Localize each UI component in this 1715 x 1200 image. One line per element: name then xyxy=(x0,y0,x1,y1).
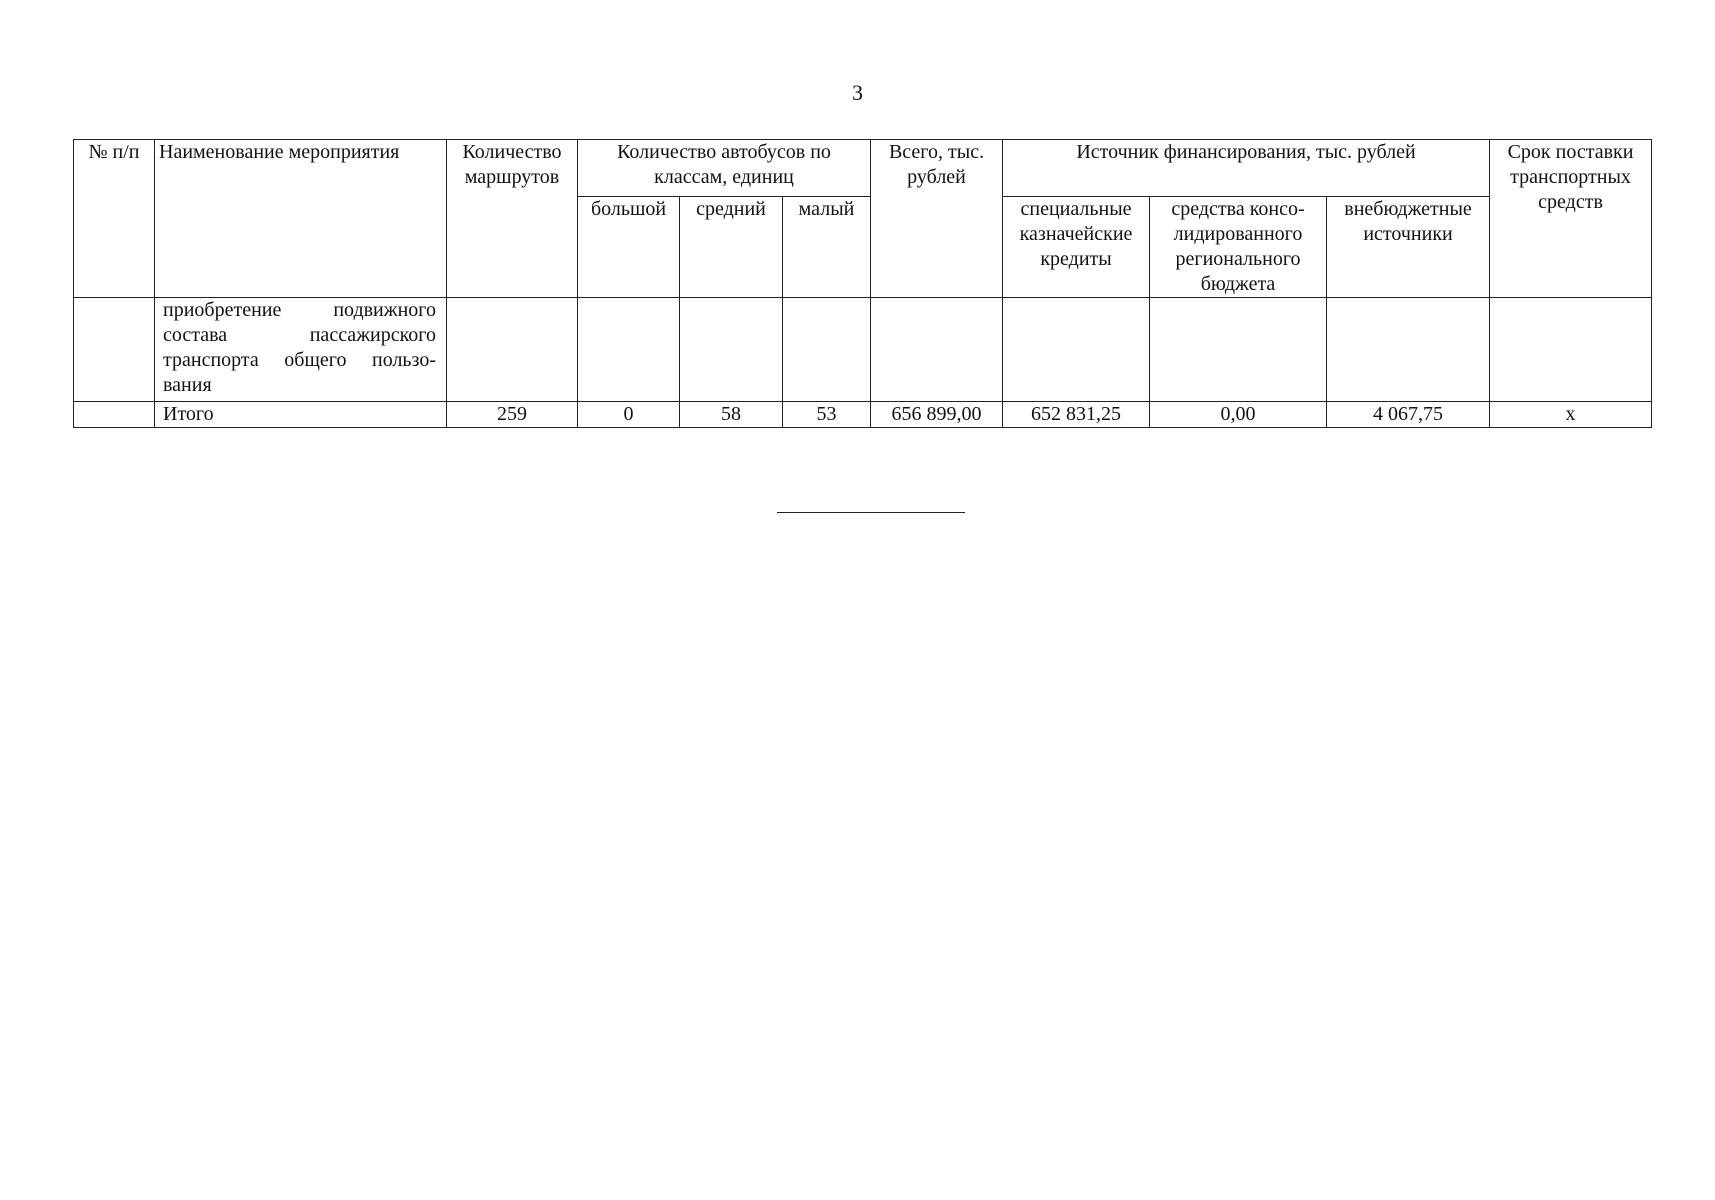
totals-funding-extra: 4 067,75 xyxy=(1327,402,1490,428)
header-funding-extra: внебюджетные источники xyxy=(1327,197,1490,298)
header-name: Наименование мероприятия xyxy=(155,140,447,298)
header-funding-regional: средства консо-лидированного регионального бюджета xyxy=(1150,197,1327,298)
row-num xyxy=(74,298,155,402)
header-bus-small: малый xyxy=(783,197,871,298)
totals-total: 656 899,00 xyxy=(871,402,1003,428)
row-funding-extra xyxy=(1327,298,1490,402)
row-routes xyxy=(447,298,578,402)
header-funding-special: специальные казначейские кредиты xyxy=(1003,197,1150,298)
table-row xyxy=(74,298,1652,402)
header-total: Всего, тыс. рублей xyxy=(871,140,1003,298)
header-delivery: Срок поставки транспортных средств xyxy=(1490,140,1652,298)
row-name: приобретение подвижного состава пассажирского транспорта общего пользо-вания xyxy=(155,298,447,402)
row-total xyxy=(871,298,1003,402)
row-funding-special xyxy=(1003,298,1150,402)
header-num: № п/п xyxy=(74,140,155,298)
table-body xyxy=(74,298,1652,428)
totals-row xyxy=(74,402,1652,428)
totals-routes: 259 xyxy=(447,402,578,428)
table-header xyxy=(74,140,1652,298)
totals-delivery: х xyxy=(1490,402,1652,428)
totals-funding-special: 652 831,25 xyxy=(1003,402,1150,428)
totals-bus-large: 0 xyxy=(578,402,680,428)
row-bus-small xyxy=(783,298,871,402)
totals-label: Итого xyxy=(155,402,447,428)
totals-funding-regional: 0,00 xyxy=(1150,402,1327,428)
row-bus-medium xyxy=(680,298,783,402)
row-funding-regional xyxy=(1150,298,1327,402)
header-bus-medium: средний xyxy=(680,197,783,298)
header-routes: Количество маршрутов xyxy=(447,140,578,298)
totals-bus-small: 53 xyxy=(783,402,871,428)
page-number: 3 xyxy=(852,80,863,105)
row-bus-large xyxy=(578,298,680,402)
header-bus-large: большой xyxy=(578,197,680,298)
closing-rule xyxy=(777,512,965,513)
header-buses-group: Количество автобусов по классам, единиц xyxy=(578,140,871,197)
totals-bus-medium: 58 xyxy=(680,402,783,428)
funding-table xyxy=(73,139,1652,428)
totals-num xyxy=(74,402,155,428)
row-delivery xyxy=(1490,298,1652,402)
header-funding-group: Источник финансирования, тыс. рублей xyxy=(1003,140,1490,197)
